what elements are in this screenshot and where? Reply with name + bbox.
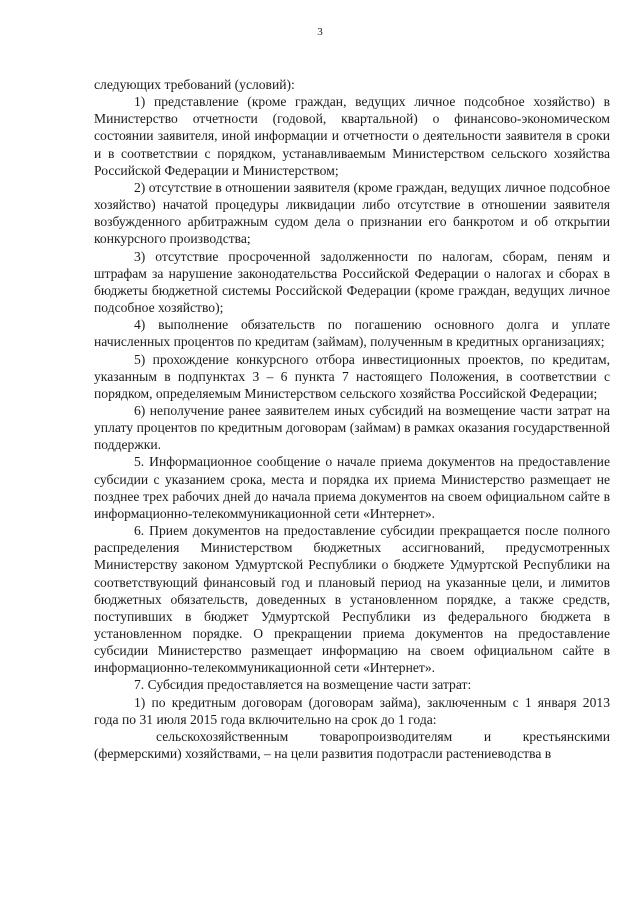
paragraph-item-6: 6. Прием документов на предоставление субсидии прекращается после полного распределения Министерством бюджетных ассигнований, предусмотренных Министерству законом Удмуртской Республики о бюджете Удмуртской Республики на соответствующий финансовый год и плановый период на указанные цели, и лимитов бюджетных обязательств, доведенных в установленном порядке, а также средств, поступивших в бюджет Удмуртской Республики из федерального бюджета в установленном порядке. О прекращении приема документов на предоставление субсидии Министерство размещает информацию на своем официальном сайте в информационно-телекоммуникационной сети «Интернет». [94,523,610,676]
paragraph-item-5: 5. Информационное сообщение о начале приема документов на предоставление субсидии с указанием срока, места и порядка их приема Министерство размещает не позднее трех рабочих дней до начала приема документов на своем официальном сайте в информационно-телекоммуникационной сети «Интернет». [94,454,610,521]
paragraph-recipients: сельскохозяйственным товаропроизводителям и крестьянскими (фермерскими) хозяйствами, – на цели развития подотрасли растениеводства в [94,728,610,762]
paragraph-condition-6: 6) неполучение ранее заявителем иных субсидий на возмещение части затрат на уплату процентов по кредитным договорам (займам) в рамках оказания государственной поддержки. [94,402,610,453]
paragraph-condition-4: 4) выполнение обязательств по погашению основного долга и уплате начисленных процентов по кредитам (займам), полученным в кредитных организациях; [94,317,610,350]
paragraph-condition-1: 1) представление (кроме граждан, ведущих личное подсобное хозяйство) в Министерство отчетности (годовой, квартальной) о финансово-экономическом состоянии заявителя, иной информации и отчетности о деятельности заявителя в сроки и в соответствии с порядком, устанавливаемым Министерством сельского хозяйства Российской Федерации и Министерством; [94,94,610,178]
paragraph-condition-3: 3) отсутствие просроченной задолженности по налогам, сборам, пеням и штрафам за нарушение законодательства Российской Федерации о налогах и сборах в бюджеты бюджетной системы Российской Федерации (кроме граждан, ведущих личное подсобное хозяйство); [94,248,610,316]
paragraph-intro: следующих требований (условий): [94,77,295,92]
page-number: 3 [317,26,323,38]
document-body [94,76,610,762]
paragraph-condition-5: 5) прохождение конкурсного отбора инвестиционных проектов, по кредитам, указанным в подпунктах 3 – 6 пункта 7 настоящего Положения, в соответствии с порядком, определяемым Министерством сельского хозяйства Российской Федерации; [94,351,610,401]
paragraph-subitem-1: 1) по кредитным договорам (договорам займа), заключенным с 1 января 2013 года по 31 июля 2015 года включительно на срок до 1 года: [94,694,610,727]
paragraph-condition-2: 2) отсутствие в отношении заявителя (кроме граждан, ведущих личное подсобное хозяйство) начатой процедуры ликвидации либо отсутствие в отношении заявителя возбужденного арбитражным судом дела о признании его банкротом и об открытии конкурсного производства; [94,179,610,247]
paragraph-item-7: 7. Субсидия предоставляется на возмещение части затрат: [134,677,472,693]
